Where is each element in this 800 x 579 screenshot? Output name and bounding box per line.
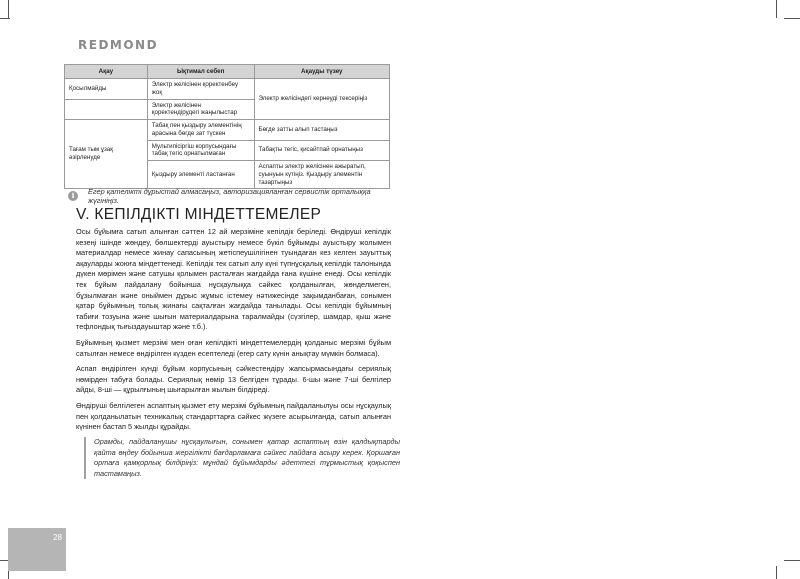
- solution-cell: Бөгде затты алып тастаңыз: [254, 120, 389, 141]
- paragraph: Өндіруші белгілеген аспаптың қызмет ету мерзімі бұйымның пайдаланылуы осы нұсқаулық пен қолданылатын техникалық стандарттарға сәйкес жүзеге асырылғанда, сатып алынған күнінен бастап 5 жылды құрайды.: [76, 400, 391, 432]
- crop-mark: [8, 0, 9, 18]
- solution-cell: Аспапты электр желісінен ажыратып, суынуын күтіңіз. Қыздыру элементін тазартыңыз: [254, 161, 389, 189]
- info-note: [68, 187, 398, 205]
- fault-cell: Тағам тым ұзақ әзірленуде: [65, 120, 148, 189]
- table-header-row: [65, 65, 390, 79]
- section-body: [76, 227, 391, 438]
- section-title: V. КЕПІЛДІКТІ МІНДЕТТЕМЕЛЕР: [76, 206, 322, 223]
- fault-cell: Қосылмайды: [65, 79, 148, 100]
- crop-mark: [784, 18, 800, 19]
- cause-cell: Қыздыру элементі ластанған: [147, 161, 254, 189]
- paragraph: Аспап өндірілген күнді бұйым корпусының сәйкестендіру жапсырмасындағы сериялық нөмірден табуға болады. Сериялық нөмір 13 белгіден тұрады. 6-шы және 7-ші белгілер айды, 8-ші — құрылғының шығарылған жылын білдіреді.: [76, 364, 391, 395]
- column-header-solution: Ақауды түзеу: [254, 65, 389, 79]
- table-row: [65, 79, 390, 100]
- paragraph: Осы бұйымға сатып алынған сәттен 12 ай мерзіміне кепілдік беріледі. Өндіруші кепілдік кезеңі ішінде жөндеу, бөлшектерді ауыстыру немесе бүкіл бұйымды ауыстыру жолымен материалдар немесе жинау сапасының жетіспеушілігінен туындаған кез келген зауыттық ақауларды жоюға міндеттенеді. Кепілдік тек сатып алу күні түпнұсқалық кепілдік талонында дүкен мөрімен және сатушы қолымен расталған жағдайда ғана күшіне енеді. Осы кепілдік тек бұйым пайдалану бойынша нұсқаулыққа сәйкес қолданылған, жөнделмеген, бұзылмаған және оныймен дұрыс жұмыс істемеу нәтижесінде зақымданбаған, сонымен қатар бұйымның толық жинағы сақталған жағдайда танылады. Осы кепілдік бұйымның табиғи тозуына және шығын материалдарына таралмайды (сүзгілер, шамдар, қыш және тефлондық тығыздауыштар және т.б.).: [76, 227, 391, 332]
- paragraph: Бұйымның қызмет мерзімі мен оған кепілдікті міндеттемелердің қолданыс мерзімі бұйым сатылған немесе өндірілген күзден есептеледі (егер сату күнін анықтау мүмкін болмаса).: [76, 337, 391, 358]
- cause-cell: Табақ пен қыздыру элементінің арасына бөгде зат түскен: [147, 120, 254, 141]
- crop-mark: [776, 566, 777, 579]
- crop-mark: [776, 0, 777, 18]
- solution-cell: Табақты тегіс, қисайтпай орнатыңыз: [254, 140, 389, 161]
- cause-cell: Мультипісіргіш корпусындағы табақ тегіс орнатылмаған: [147, 140, 254, 161]
- crop-mark: [0, 18, 10, 19]
- cause-cell: Электр желісінен қоректенбеу жоқ: [147, 79, 254, 100]
- troubleshooting-table: [64, 64, 390, 189]
- column-header-cause: Ықтимал себеп: [147, 65, 254, 79]
- brand-logo: REDMOND: [78, 38, 159, 52]
- fault-cell-blank: [65, 99, 148, 120]
- recycling-note: Орамды, пайдаланушы нұсқаулығын, сонымен қатар аспаптың өзін қалдықтарды қайта өңдеу бойынша жергілікті бағдарламаға сәйкес пайдаға асыру керек. Қоршаған ортаға қамқорлық білдіріңіз: мұндай бұйымдарды әдеттегі тұрмыстық қоқыспен тастамаңыз.: [84, 437, 400, 479]
- page-number: 28: [53, 533, 62, 542]
- cause-cell: Электр желісінен қоректендірудегі жаңылыстар: [147, 99, 254, 120]
- column-header-fault: Ақау: [65, 65, 148, 79]
- crop-mark: [784, 560, 800, 561]
- solution-cell: Электр желісіндегі кернеуді тексеріңіз: [254, 79, 389, 120]
- table-row: [65, 120, 390, 141]
- info-icon: i: [68, 191, 78, 201]
- info-note-text: Егер қателікті дұрыстай алмасаңыз, авторизацияланған сервистік орталыққа жүгініңіз.: [88, 187, 371, 205]
